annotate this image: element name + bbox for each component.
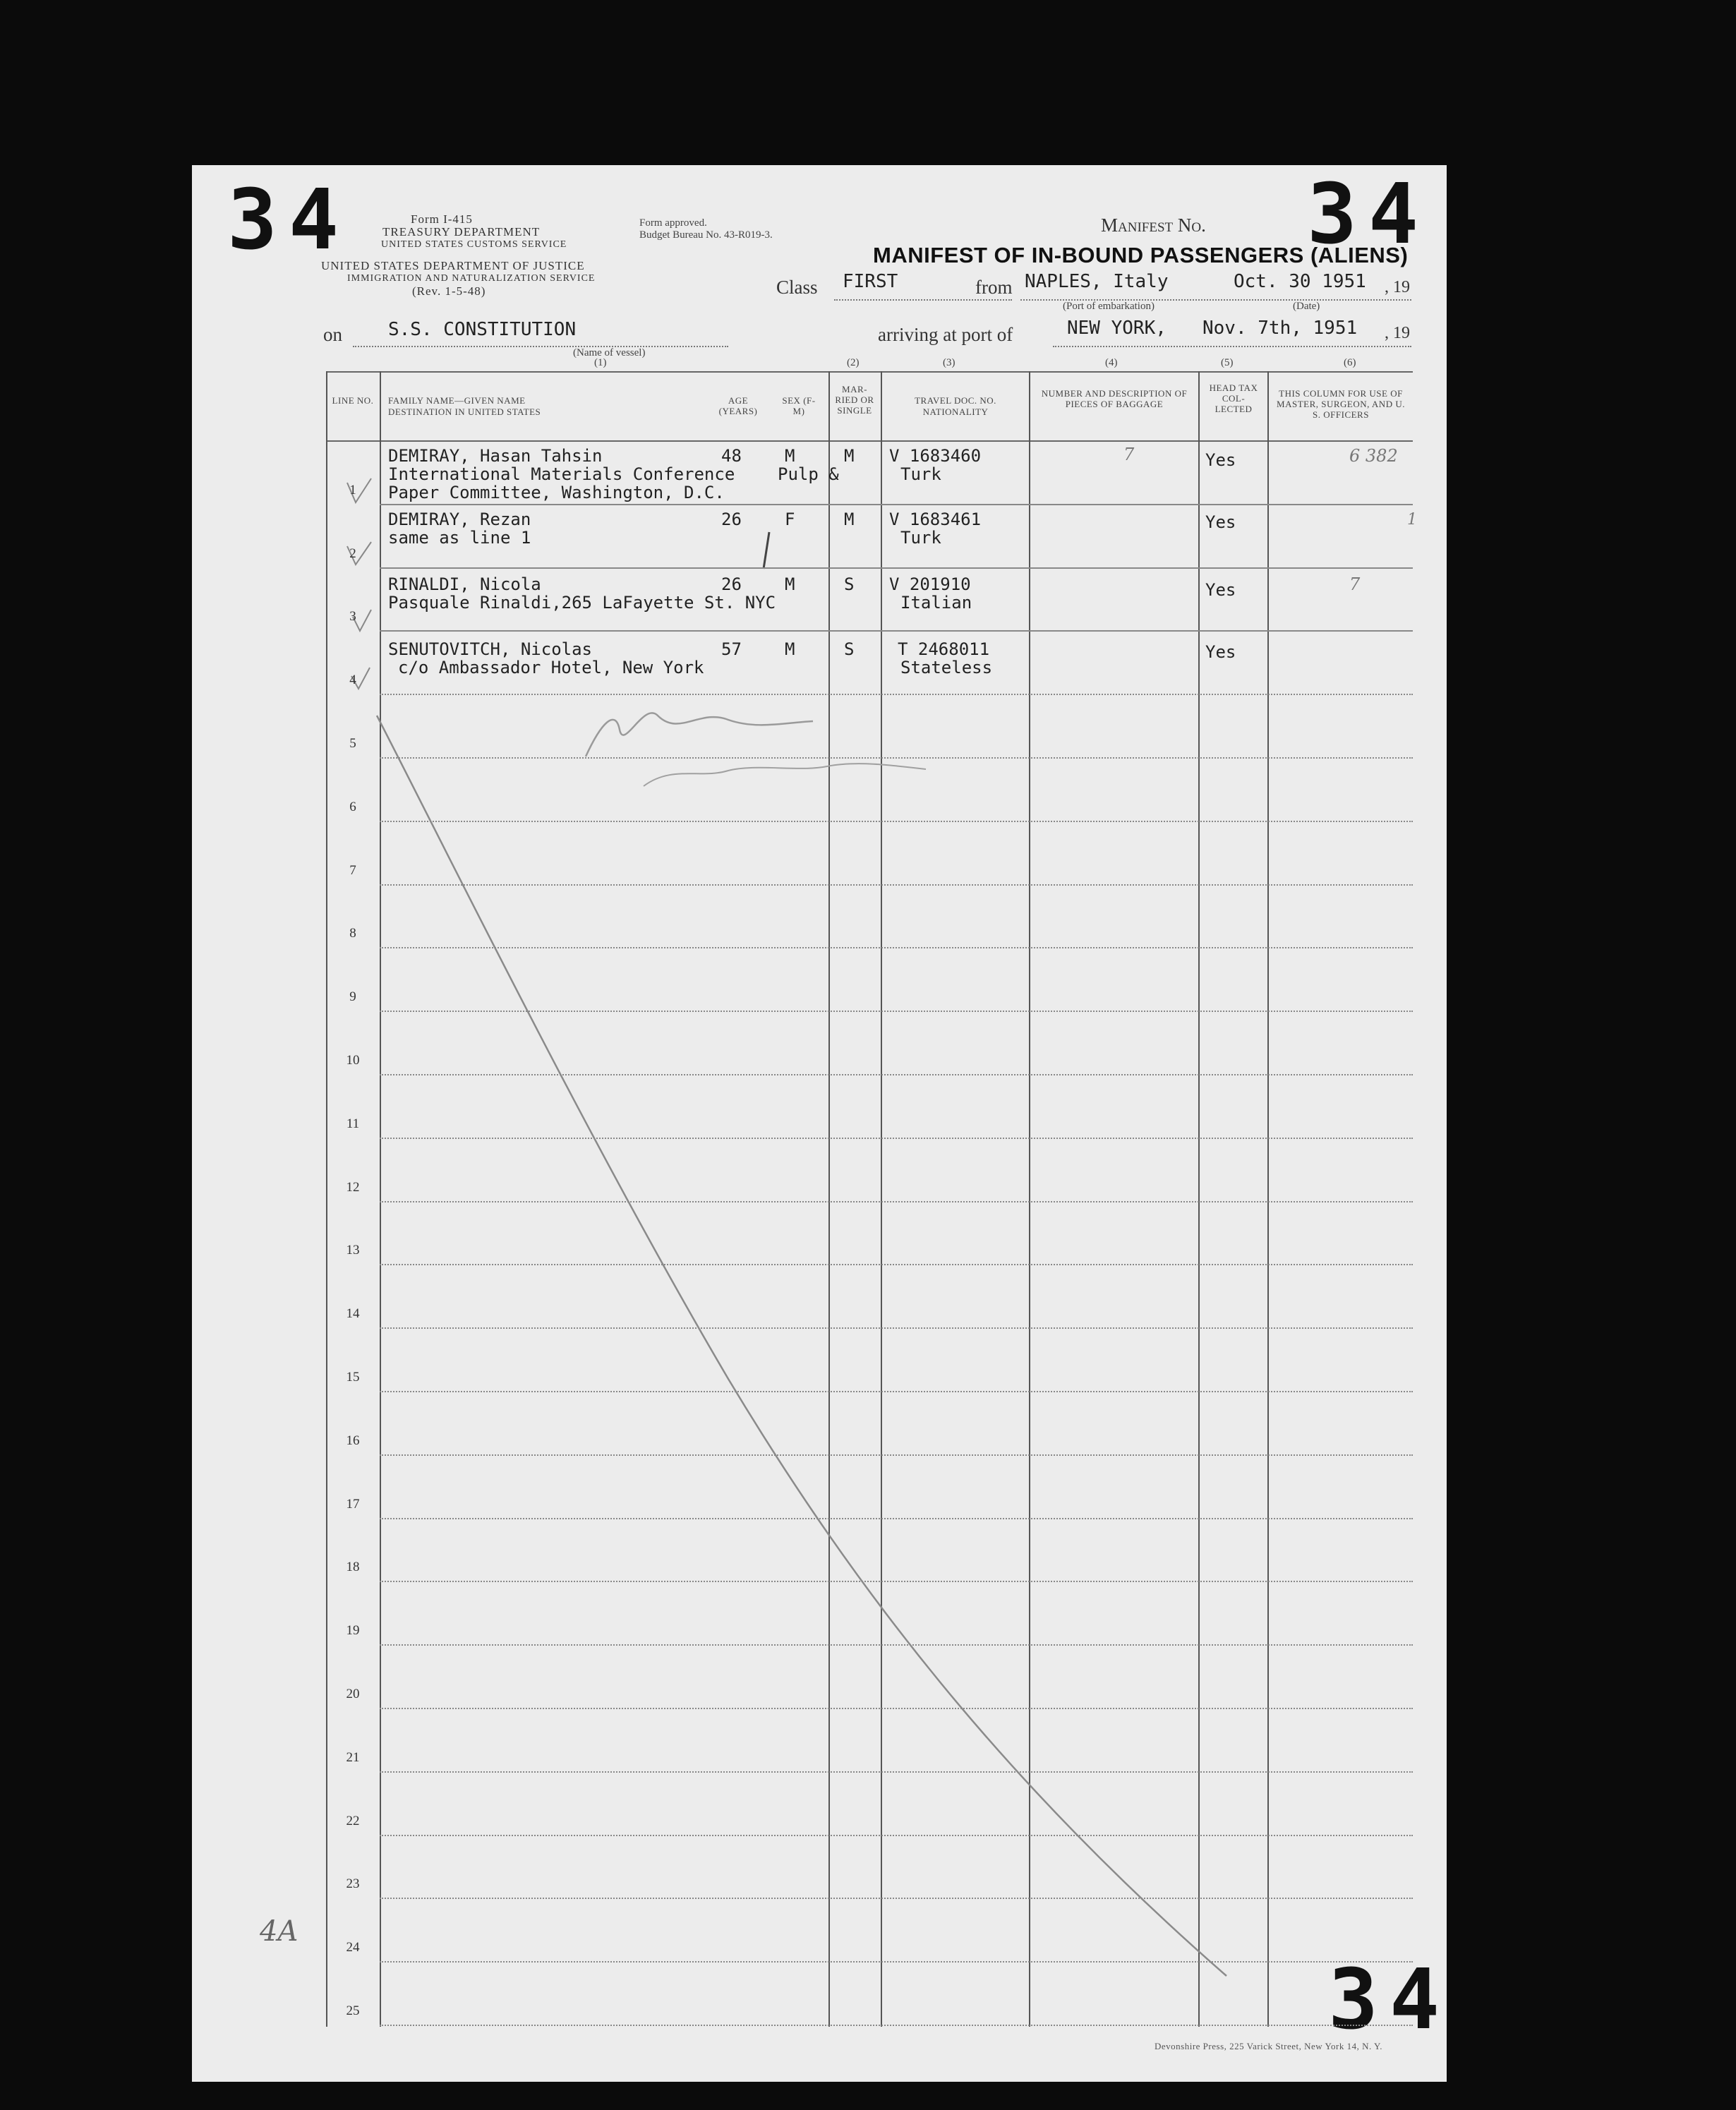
- col-name: FAMILY NAME—GIVEN NAME: [388, 395, 526, 406]
- passenger-name: SENUTOVITCH, Nicolas: [388, 639, 592, 659]
- passenger-nationality: Turk: [900, 528, 941, 548]
- row-number: 3: [349, 609, 356, 624]
- row-separator: [380, 757, 1413, 759]
- on-label: on: [323, 324, 342, 345]
- passenger-name: DEMIRAY, Rezan: [388, 510, 531, 529]
- manifest-no-label: Manifest No.: [1101, 215, 1206, 236]
- head-tax: Yes: [1205, 642, 1236, 662]
- passenger-nationality: Italian: [900, 593, 972, 613]
- row-separator: [380, 1961, 1413, 1963]
- passenger-sex: M: [785, 639, 795, 659]
- manifest-stamp-top-left: 34: [227, 171, 351, 268]
- passenger-name: RINALDI, Nicola: [388, 574, 541, 594]
- row-number: 20: [346, 1687, 360, 1701]
- passenger-age: 26: [721, 510, 742, 529]
- budget-bureau: Budget Bureau No. 43-R019-3.: [639, 229, 773, 241]
- passenger-sex: M: [785, 574, 795, 594]
- passenger-sex: F: [785, 510, 795, 529]
- passenger-nationality: Turk: [900, 464, 941, 484]
- col-num-1: (1): [594, 357, 607, 368]
- row-number: 22: [346, 1814, 360, 1828]
- treasury-department: TREASURY DEPARTMENT: [382, 225, 541, 239]
- row-number: 25: [346, 2003, 360, 2018]
- row-separator: [380, 694, 1413, 695]
- row-separator: [380, 1327, 1413, 1329]
- col-num-3: (3): [943, 357, 956, 368]
- passenger-destination: same as line 1: [388, 528, 531, 548]
- officer-mark: 7: [1349, 574, 1361, 594]
- row-number: 1: [349, 483, 356, 498]
- class-label: Class: [776, 277, 818, 298]
- row-number: 8: [349, 926, 356, 941]
- row-separator: [380, 1391, 1413, 1392]
- date-caption: (Date): [1293, 301, 1320, 312]
- col-destination: DESTINATION IN UNITED STATES: [388, 406, 541, 417]
- col-num-6: (6): [1344, 357, 1356, 368]
- col-sex: SEX (F-M): [782, 395, 816, 416]
- row-separator: [380, 1518, 1413, 1519]
- row-separator: [380, 1581, 1413, 1582]
- col-head-tax: HEAD TAX COL-LECTED: [1209, 382, 1258, 414]
- officer-mark: 1: [1407, 511, 1417, 529]
- col-line-no: LINE NO.: [332, 395, 374, 406]
- passenger-travel-doc: T 2468011: [898, 639, 990, 659]
- baggage-count: 7: [1123, 445, 1135, 464]
- row-number: 19: [346, 1623, 360, 1638]
- passenger-marital: S: [844, 639, 855, 659]
- row-separator: [380, 884, 1413, 886]
- col-officers: THIS COLUMN FOR USE OF MASTER, SURGEON, AND U. S. OFFICERS: [1277, 388, 1405, 420]
- year-suffix: , 19: [1385, 278, 1410, 296]
- vessel-caption: (Name of vessel): [573, 347, 646, 358]
- row-number: 17: [346, 1497, 360, 1512]
- passenger-destination: Pasquale Rinaldi,265 LaFayette St. NYC: [388, 593, 776, 613]
- passenger-destination: Paper Committee, Washington, D.C.: [388, 483, 725, 502]
- row-number: 16: [346, 1433, 360, 1448]
- row-number: 14: [346, 1306, 360, 1321]
- row-number: 4: [349, 673, 356, 687]
- row-separator: [380, 1138, 1413, 1139]
- head-tax: Yes: [1205, 512, 1236, 532]
- row-separator: [380, 1011, 1413, 1012]
- passenger-age: 57: [721, 639, 742, 659]
- officer-mark: 6 382: [1349, 446, 1398, 466]
- col-baggage: NUMBER AND DESCRIPTION OF PIECES OF BAGGAGE: [1041, 388, 1188, 409]
- row-separator: [380, 504, 1413, 505]
- row-separator: [380, 821, 1413, 822]
- customs-service: UNITED STATES CUSTOMS SERVICE: [381, 239, 567, 250]
- form-approved: Form approved.: [639, 217, 707, 229]
- row-separator: [380, 1898, 1413, 1899]
- passenger-age: 26: [721, 574, 742, 594]
- row-separator: [380, 1454, 1413, 1456]
- row-separator: [380, 1264, 1413, 1265]
- manifest-stamp-bottom-right: 34: [1328, 1951, 1452, 2048]
- passenger-age: 48: [721, 446, 742, 466]
- col-nationality: NATIONALITY: [922, 406, 989, 417]
- row-number: 18: [346, 1560, 360, 1574]
- manifest-page: [192, 165, 1452, 2082]
- departure-date: Oct. 30 1951: [1234, 271, 1366, 292]
- row-number: 21: [346, 1750, 360, 1765]
- pencil-strike-line: [192, 165, 1447, 2082]
- col-num-2: (2): [847, 357, 860, 368]
- row-separator: [380, 1771, 1413, 1773]
- row-number: 15: [346, 1370, 360, 1385]
- class-value: FIRST: [843, 271, 898, 292]
- col-travel-doc: TRAVEL DOC. NO.: [915, 395, 996, 406]
- row-separator: [380, 1835, 1413, 1836]
- passenger-destination: International Materials Conference: [388, 464, 735, 484]
- passenger-name: DEMIRAY, Hasan Tahsin: [388, 446, 603, 466]
- passenger-travel-doc: V 1683461: [889, 510, 982, 529]
- arriving-label: arriving at port of: [878, 324, 1013, 345]
- row-number: 6: [349, 800, 356, 814]
- passenger-travel-doc: V 1683460: [889, 446, 982, 466]
- head-tax: Yes: [1205, 580, 1236, 600]
- row-number: 11: [346, 1116, 360, 1131]
- arrival-port: NEW YORK,: [1067, 318, 1167, 339]
- year-suffix-2: , 19: [1385, 324, 1410, 342]
- arrival-date: Nov. 7th, 1951: [1202, 318, 1358, 339]
- row-separator: [380, 1074, 1413, 1075]
- head-tax: Yes: [1205, 450, 1236, 470]
- printer-footer: Devonshire Press, 225 Varick Street, New York 14, N. Y.: [1155, 2041, 1382, 2051]
- manifest-stamp-top-right: 34: [1307, 165, 1430, 263]
- row-separator: [380, 630, 1413, 632]
- col-num-5: (5): [1221, 357, 1234, 368]
- port-embarkation-caption: (Port of embarkation): [1063, 301, 1155, 312]
- row-number: 2: [349, 546, 356, 561]
- row-number: 10: [346, 1053, 360, 1068]
- passenger-nationality: Stateless: [900, 658, 993, 677]
- form-revision: (Rev. 1-5-48): [412, 284, 486, 298]
- ins-heading: IMMIGRATION AND NATURALIZATION SERVICE: [347, 273, 596, 284]
- margin-note: 4A: [260, 1915, 299, 1948]
- row-number: 13: [346, 1243, 360, 1258]
- port-of-embarkation: NAPLES, Italy: [1025, 271, 1169, 292]
- vessel-name: S.S. CONSTITUTION: [388, 319, 577, 340]
- passenger-marital: M: [844, 510, 855, 529]
- passenger-extra: Pulp &: [778, 464, 839, 484]
- passenger-travel-doc: V 201910: [889, 574, 971, 594]
- row-separator: [380, 1201, 1413, 1202]
- row-separator: [380, 947, 1413, 948]
- passenger-marital: S: [844, 574, 855, 594]
- row-number: 24: [346, 1940, 360, 1955]
- doj-heading: UNITED STATES DEPARTMENT OF JUSTICE: [321, 259, 585, 272]
- col-age: AGE (YEARS): [718, 395, 758, 416]
- row-number: 9: [349, 989, 356, 1004]
- form-number: Form I-415: [411, 212, 473, 226]
- passenger-marital: M: [844, 446, 855, 466]
- row-number: 23: [346, 1876, 360, 1891]
- row-separator: [380, 1644, 1413, 1646]
- col-married: MAR-RIED OR SINGLE: [835, 384, 874, 416]
- col-num-4: (4): [1105, 357, 1118, 368]
- row-number: 12: [346, 1180, 360, 1195]
- passenger-sex: M: [785, 446, 795, 466]
- row-separator: [380, 567, 1413, 569]
- manifest-title: MANIFEST OF IN-BOUND PASSENGERS (ALIENS): [873, 243, 1409, 267]
- row-number: 7: [349, 863, 356, 878]
- row-separator: [380, 1708, 1413, 1709]
- from-label: from: [975, 277, 1013, 298]
- row-separator: [380, 2025, 1413, 2026]
- passenger-destination: c/o Ambassador Hotel, New York: [398, 658, 704, 677]
- row-number: 5: [349, 736, 356, 751]
